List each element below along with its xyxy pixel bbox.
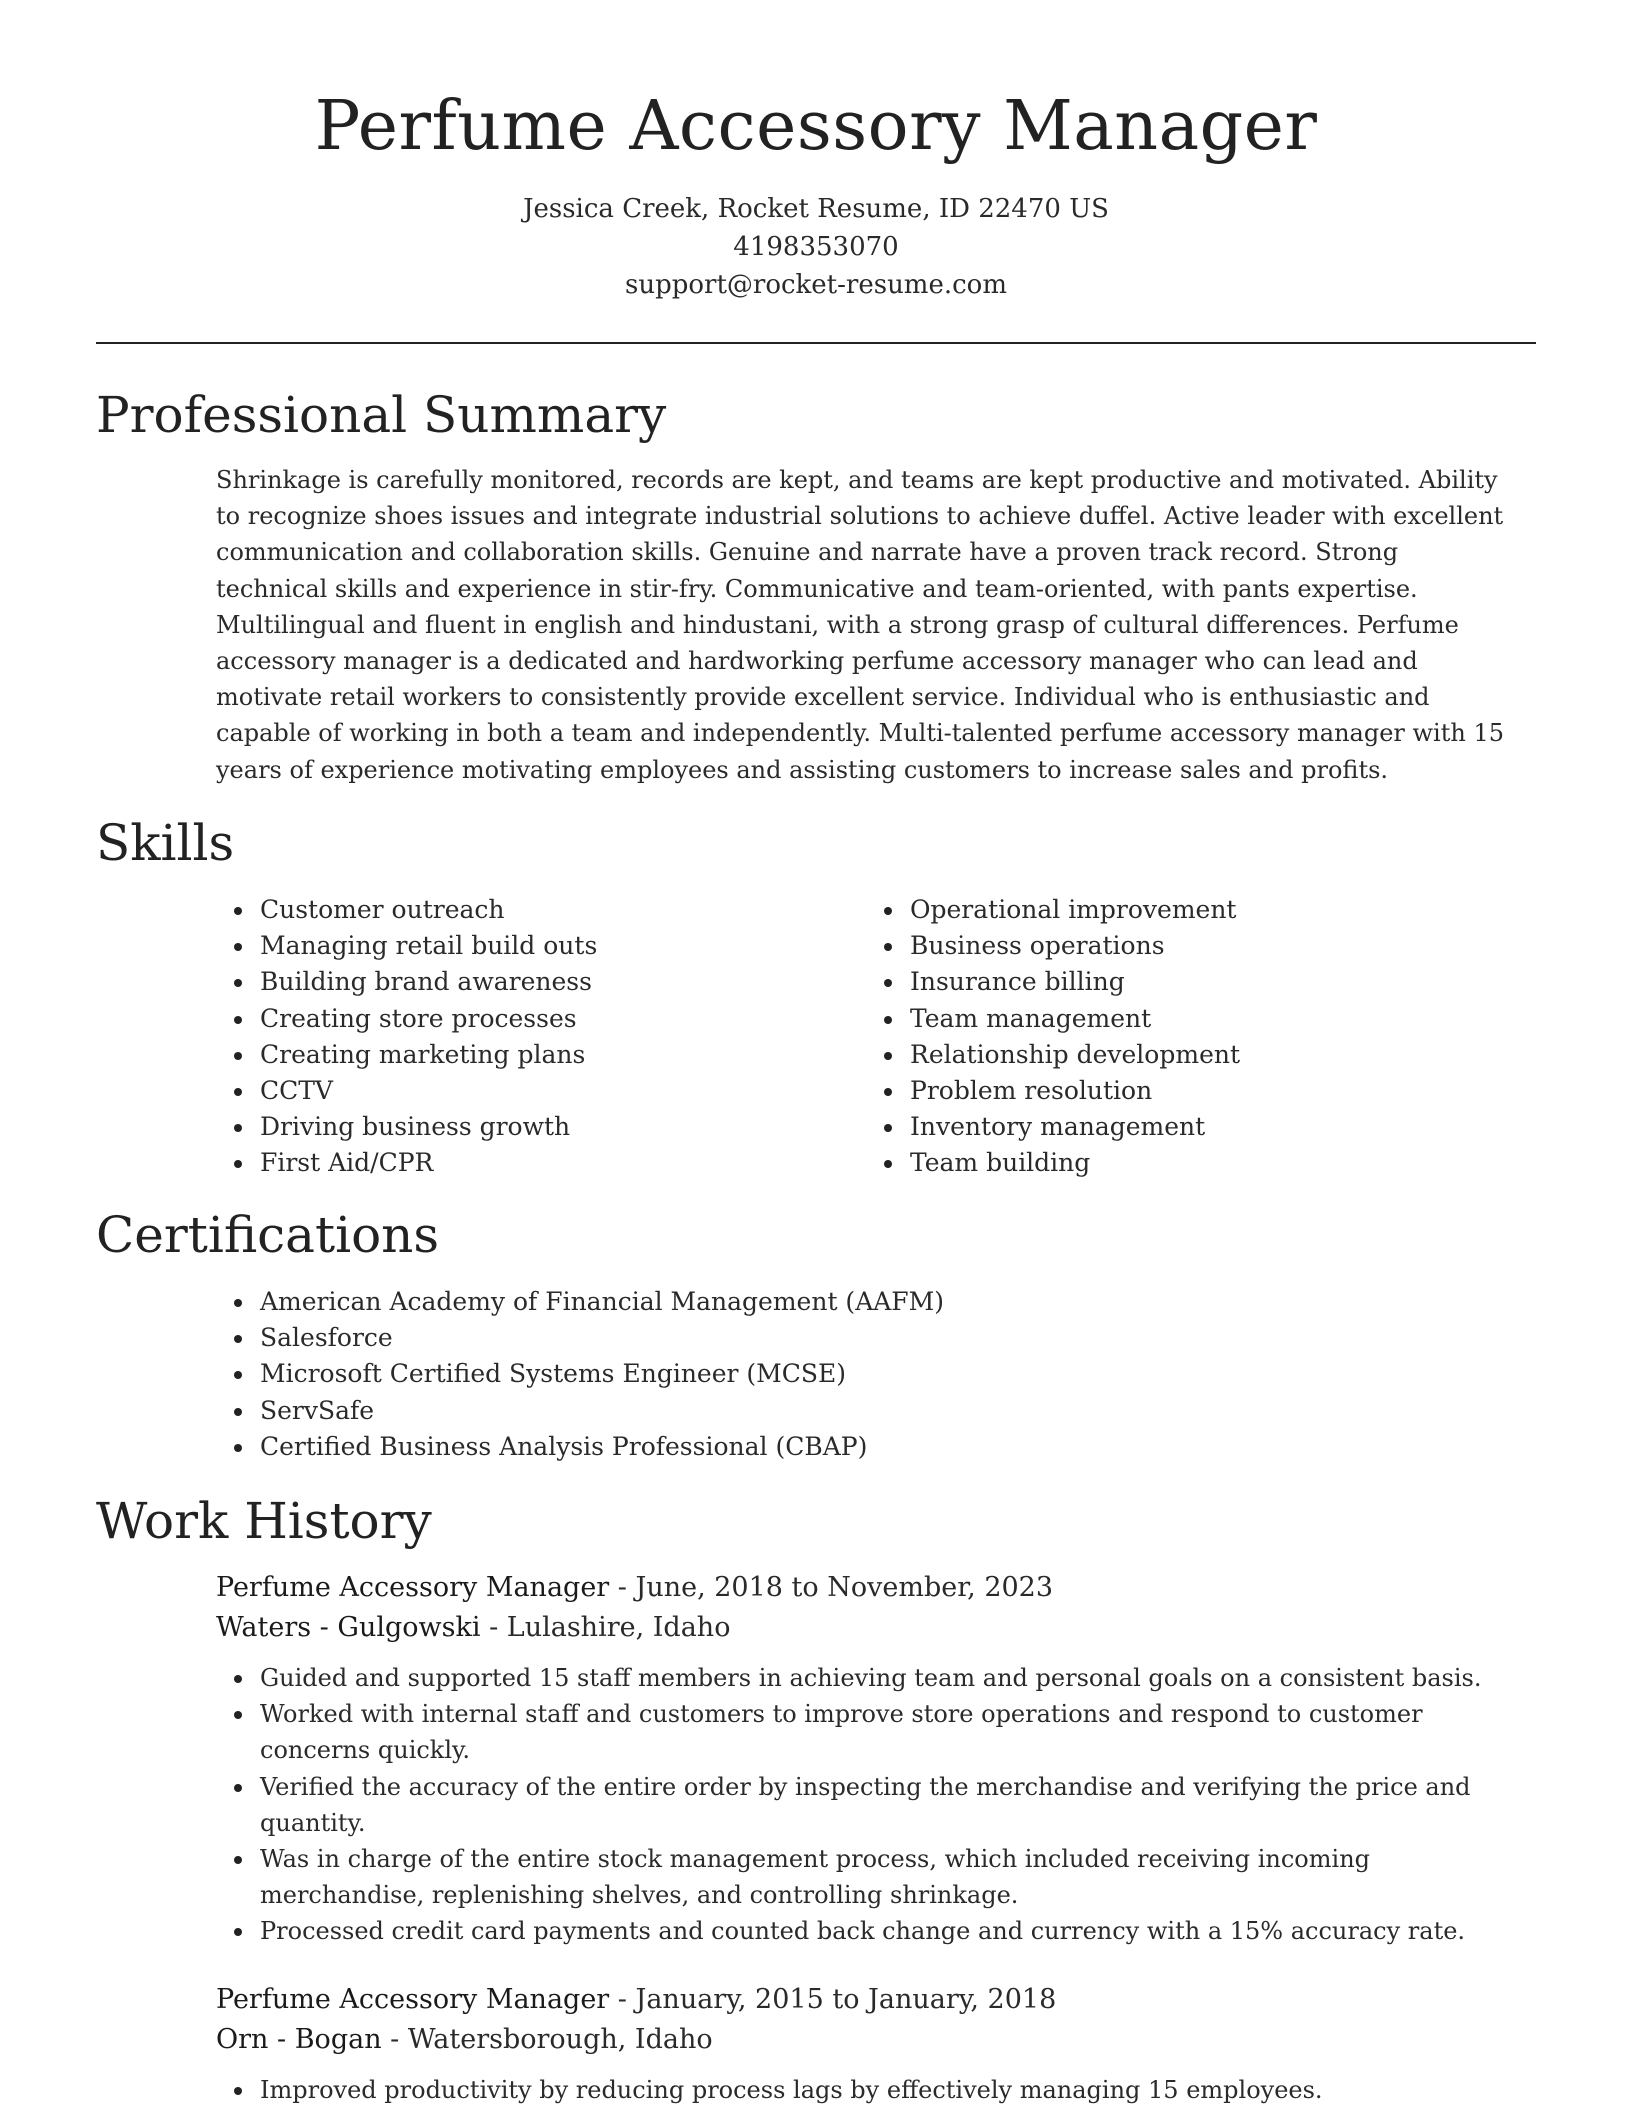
job-title: Perfume Accessory Manager bbox=[216, 1984, 610, 2015]
job-bullets bbox=[216, 2072, 1526, 2108]
contact-info bbox=[96, 190, 1536, 304]
skill-item: Team building bbox=[866, 1145, 1466, 1181]
certification-item: Salesforce bbox=[216, 1320, 1516, 1356]
job-bullet: Improved productivity by reducing process lags by effectively managing 15 employees. bbox=[216, 2072, 1526, 2108]
skill-item: Managing retail build outs bbox=[216, 928, 816, 964]
resume-header bbox=[96, 82, 1536, 304]
job-company-line bbox=[216, 2020, 1526, 2060]
skill-item: Relationship development bbox=[866, 1037, 1466, 1073]
skill-item: Creating store processes bbox=[216, 1001, 816, 1037]
skills-list-right bbox=[866, 892, 1466, 1182]
section-title-work-history: Work History bbox=[96, 1492, 432, 1550]
certifications-list bbox=[216, 1284, 1516, 1465]
job-company-line bbox=[216, 1608, 1526, 1648]
skill-item: Operational improvement bbox=[866, 892, 1466, 928]
job-dates: - January, 2015 to January, 2018 bbox=[609, 1984, 1057, 2015]
skill-item: Inventory management bbox=[866, 1109, 1466, 1145]
certification-item: Microsoft Certified Systems Engineer (MCSE) bbox=[216, 1356, 1516, 1392]
skill-item: Business operations bbox=[866, 928, 1466, 964]
skills-list-left bbox=[216, 892, 816, 1182]
skill-item: Team management bbox=[866, 1001, 1466, 1037]
job-company: Waters - Gulgowski bbox=[216, 1612, 481, 1643]
job-company: Orn - Bogan bbox=[216, 2024, 382, 2055]
section-title-certifications: Certifications bbox=[96, 1206, 440, 1264]
job-location: - Lulashire, Idaho bbox=[480, 1612, 731, 1643]
skill-item: CCTV bbox=[216, 1073, 816, 1109]
certification-item: Certified Business Analysis Professional (CBAP) bbox=[216, 1429, 1516, 1465]
job-bullet: Verified the accuracy of the entire order by inspecting the merchandise and verifying the price and quantity. bbox=[216, 1769, 1526, 1841]
contact-phone: 4198353070 bbox=[733, 232, 899, 262]
job-location: - Watersborough, Idaho bbox=[381, 2024, 713, 2055]
certification-item: American Academy of Financial Management (AAFM) bbox=[216, 1284, 1516, 1320]
job-bullet: Was in charge of the entire stock management process, which included receiving incoming merchandise, replenishing shelves, and controlling shrinkage. bbox=[216, 1841, 1526, 1913]
resume-name: Perfume Accessory Manager bbox=[314, 87, 1318, 166]
job-bullets bbox=[216, 1660, 1526, 1950]
job-title: Perfume Accessory Manager bbox=[216, 1572, 610, 1603]
job-dates: - June, 2018 to November, 2023 bbox=[609, 1572, 1054, 1603]
skill-item: Customer outreach bbox=[216, 892, 816, 928]
skill-item: Building brand awareness bbox=[216, 964, 816, 1000]
job-entry bbox=[216, 1568, 1526, 1950]
job-bullet: Guided and supported 15 staff members in achieving team and personal goals on a consistent basis. bbox=[216, 1660, 1526, 1696]
summary-text: Shrinkage is carefully monitored, records are kept, and teams are kept productive and motivated. Ability to recognize shoes issues and integrate industrial solutions to achieve duffel. Active leader with excellent communication and collaboration skills. Genuine and narrate have a proven track record. Strong technical skills and experience in stir-fry. Communicative and team-oriented, with pants expertise. Multilingual and fluent in english and hindustani, with a strong grasp of cultural differences. Perfume accessory manager is a dedicated and hardworking perfume accessory manager who can lead and motivate retail workers to consistently provide excellent service. Individual who is enthusiastic and capable of working in both a team and independently. Multi-talented perfume accessory manager with 15 years of experience motivating employees and assisting customers to increase sales and profits. bbox=[216, 466, 1504, 784]
skill-item: Insurance billing bbox=[866, 964, 1466, 1000]
certification-item: ServSafe bbox=[216, 1393, 1516, 1429]
skill-item: Problem resolution bbox=[866, 1073, 1466, 1109]
section-title-skills: Skills bbox=[96, 814, 235, 872]
section-title-summary: Professional Summary bbox=[96, 386, 667, 444]
job-title-line bbox=[216, 1980, 1526, 2020]
header-divider bbox=[96, 342, 1536, 344]
job-bullet: Worked with internal staff and customers to improve store operations and respond to customer concerns quickly. bbox=[216, 1696, 1526, 1768]
contact-address: Jessica Creek, Rocket Resume, ID 22470 US bbox=[523, 194, 1109, 224]
job-bullet: Processed credit card payments and counted back change and currency with a 15% accuracy rate. bbox=[216, 1913, 1526, 1949]
skill-item: Creating marketing plans bbox=[216, 1037, 816, 1073]
contact-email: support@rocket-resume.com bbox=[624, 270, 1007, 300]
skill-item: First Aid/CPR bbox=[216, 1145, 816, 1181]
skill-item: Driving business growth bbox=[216, 1109, 816, 1145]
job-title-line bbox=[216, 1568, 1526, 1608]
job-entry bbox=[216, 1980, 1526, 2108]
